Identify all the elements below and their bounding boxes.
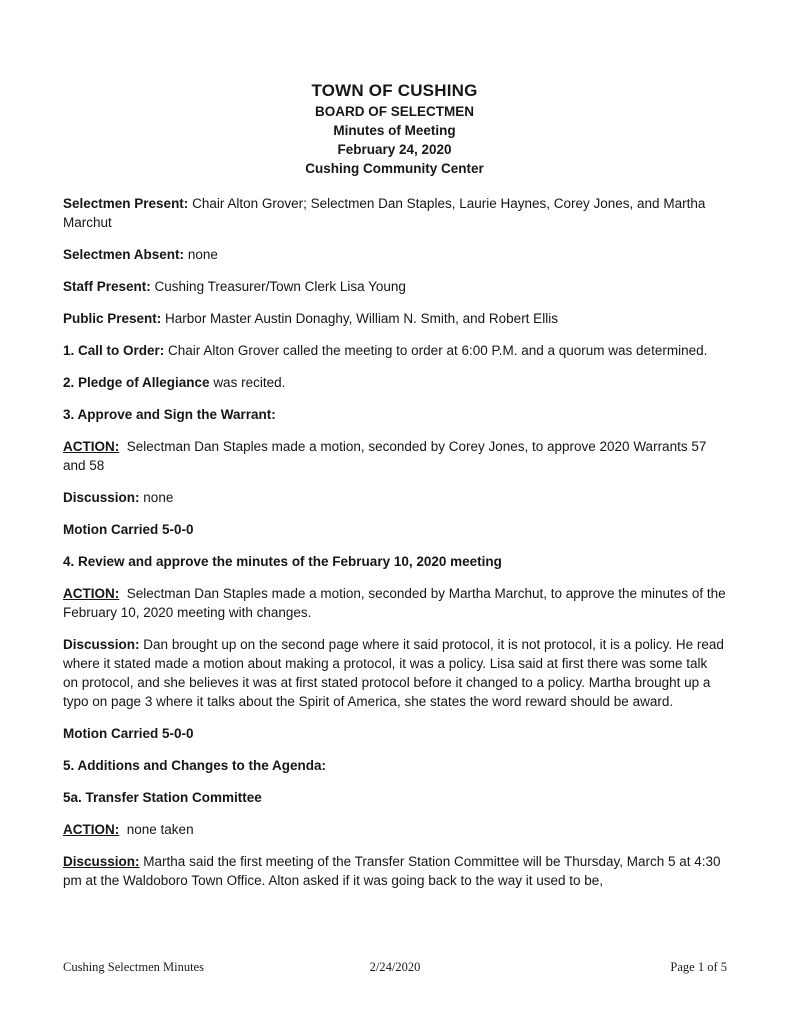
title-subline-location: Cushing Community Center: [305, 161, 484, 176]
selectmen-absent-text: none: [187, 247, 218, 262]
item4-motion-carried: Motion Carried 5-0-0: [63, 726, 194, 741]
footer-document-name: Cushing Selectmen Minutes: [63, 960, 204, 974]
item4-heading: 4. Review and approve the minutes of the February 10, 2020 meeting: [63, 554, 502, 569]
item3-action-text: Selectman Dan Staples made a motion, seconded by Corey Jones, to approve 2020 Warrants 57 and 58: [63, 439, 707, 473]
item5a-heading: 5a. Transfer Station Committee: [63, 790, 262, 805]
selectmen-present-label: Selectmen Present:: [63, 196, 189, 211]
item4-action-paragraph: [63, 584, 726, 622]
selectmen-present-text: Chair Alton Grover; Selectmen Dan Staples, Laurie Haynes, Corey Jones, and Martha Marchut: [63, 196, 706, 230]
staff-present-label: Staff Present:: [63, 279, 151, 294]
selectmen-present-paragraph: [63, 194, 726, 232]
item4-discussion-label: Discussion:: [63, 637, 140, 652]
public-present-text: Harbor Master Austin Donaghy, William N. Smith, and Robert Ellis: [165, 311, 558, 326]
item5-discussion-paragraph: [63, 852, 726, 890]
item3-motion-carried: Motion Carried 5-0-0: [63, 522, 194, 537]
selectmen-absent-label: Selectmen Absent:: [63, 247, 185, 262]
staff-present-paragraph: [63, 277, 726, 296]
selectmen-absent-paragraph: [63, 245, 726, 264]
item4-action-label: ACTION:: [63, 586, 120, 601]
item2-pledge: [63, 373, 726, 392]
footer-page-number: Page 1 of 5: [670, 960, 727, 974]
document-title-block: [63, 80, 726, 178]
item5-discussion-text: Martha said the first meeting of the Transfer Station Committee will be Thursday, March 5 at 4:30 pm at the Waldoboro Town Office. Alton asked if it was going back to the way it used to be,: [63, 854, 721, 888]
title-subline-minutes: Minutes of Meeting: [333, 123, 456, 138]
item3-discussion-paragraph: [63, 488, 726, 507]
item3-action-label: ACTION:: [63, 439, 120, 454]
item1-label: 1. Call to Order:: [63, 343, 165, 358]
item4-action-text: Selectman Dan Staples made a motion, seconded by Martha Marchut, to approve the minutes of the February 10, 2020 meeting with changes.: [63, 586, 726, 620]
title-subline-board: BOARD OF SELECTMEN: [314, 104, 474, 119]
item5-heading: 5. Additions and Changes to the Agenda:: [63, 758, 327, 773]
title-subline-date: February 24, 2020: [337, 142, 452, 157]
item3-heading: 3. Approve and Sign the Warrant:: [63, 407, 276, 422]
footer-date: 2/24/2020: [369, 960, 421, 974]
page-footer: [63, 960, 727, 975]
item2-label: 2. Pledge of Allegiance: [63, 375, 210, 390]
page-title: TOWN OF CUSHING: [311, 81, 478, 100]
item3-discussion-text: none: [143, 490, 174, 505]
item4-discussion-text: Dan brought up on the second page where it said protocol, it is not protocol, it is a policy. He read where it stated made a motion about making a protocol, it was a policy. Lisa said at first there was some talk on protocol, and she believes it was at first stated protocol before it changed to a policy. Martha brought up a typo on page 3 where it talks about the Spirit of America, she states the word reward should be award.: [63, 637, 724, 709]
item5-discussion-label: Discussion:: [63, 854, 140, 869]
item2-text: was recited.: [213, 375, 286, 390]
item1-call-to-order: [63, 341, 726, 360]
item5-action-label: ACTION:: [63, 822, 120, 837]
item4-discussion-paragraph: [63, 635, 726, 711]
public-present-label: Public Present:: [63, 311, 162, 326]
item1-text: Chair Alton Grover called the meeting to order at 6:00 P.M. and a quorum was determined.: [168, 343, 708, 358]
item3-discussion-label: Discussion:: [63, 490, 140, 505]
staff-present-text: Cushing Treasurer/Town Clerk Lisa Young: [154, 279, 406, 294]
public-present-paragraph: [63, 309, 726, 328]
document-body: [63, 80, 726, 903]
item5-action-paragraph: [63, 820, 726, 839]
item5-action-text: none taken: [126, 822, 194, 837]
item3-action-paragraph: [63, 437, 726, 475]
